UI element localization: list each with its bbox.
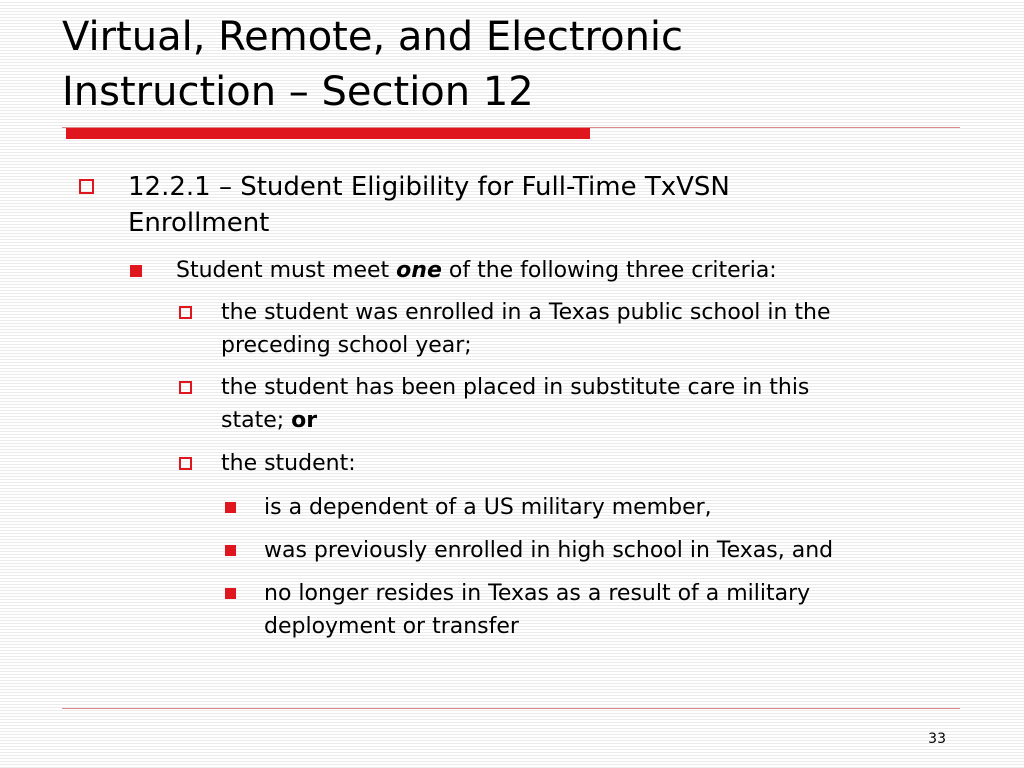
military-item bbox=[264, 577, 1014, 643]
military-1-line-1: is a dependent of a US military member, bbox=[264, 495, 712, 520]
criterion-2-line-1: the student has been placed in substitute care in this bbox=[221, 375, 810, 400]
bullet-heading-line-1: 12.2.1 – Student Eligibility for Full-Time TxVSN bbox=[128, 172, 730, 202]
title-line-2: Instruction – Section 12 bbox=[62, 69, 534, 115]
solid-square-bullet-icon bbox=[225, 588, 236, 599]
criteria-intro-before: Student must meet bbox=[176, 258, 397, 283]
solid-square-bullet-icon bbox=[225, 545, 236, 556]
criterion-2-line-2 bbox=[221, 404, 1011, 437]
military-3-line-1: no longer resides in Texas as a result of a military bbox=[264, 581, 811, 606]
criteria-intro-after: of the following three criteria: bbox=[441, 258, 777, 283]
criterion-item bbox=[221, 447, 1011, 480]
hollow-square-bullet-icon bbox=[79, 179, 94, 194]
slide-title bbox=[62, 10, 982, 120]
hollow-square-bullet-icon bbox=[179, 306, 192, 319]
military-item bbox=[264, 534, 1014, 567]
criterion-2-text: state; bbox=[221, 408, 292, 433]
title-line-1: Virtual, Remote, and Electronic bbox=[62, 14, 684, 60]
criterion-1-line-1: the student was enrolled in a Texas public school in the bbox=[221, 300, 831, 325]
bullet-heading-line-2: Enrollment bbox=[128, 208, 270, 238]
page-number: 33 bbox=[928, 731, 946, 747]
criteria-intro bbox=[176, 255, 976, 287]
criterion-item bbox=[221, 296, 1011, 362]
military-item bbox=[264, 491, 1014, 524]
criterion-item bbox=[221, 371, 1011, 437]
title-accent-bar bbox=[66, 128, 590, 139]
solid-square-bullet-icon bbox=[225, 502, 236, 513]
footer-divider-line bbox=[62, 708, 960, 709]
bullet-heading bbox=[128, 169, 988, 241]
criterion-2-bold: or bbox=[291, 408, 318, 433]
criterion-3-line-1: the student: bbox=[221, 451, 356, 476]
solid-square-bullet-icon bbox=[130, 265, 142, 277]
military-2-line-1: was previously enrolled in high school in Texas, and bbox=[264, 538, 834, 563]
military-3-line-2: deployment or transfer bbox=[264, 614, 519, 639]
criteria-intro-emphasis: one bbox=[396, 258, 442, 283]
criterion-1-line-2: preceding school year; bbox=[221, 333, 472, 358]
hollow-square-bullet-icon bbox=[179, 381, 192, 394]
hollow-square-bullet-icon bbox=[179, 457, 192, 470]
